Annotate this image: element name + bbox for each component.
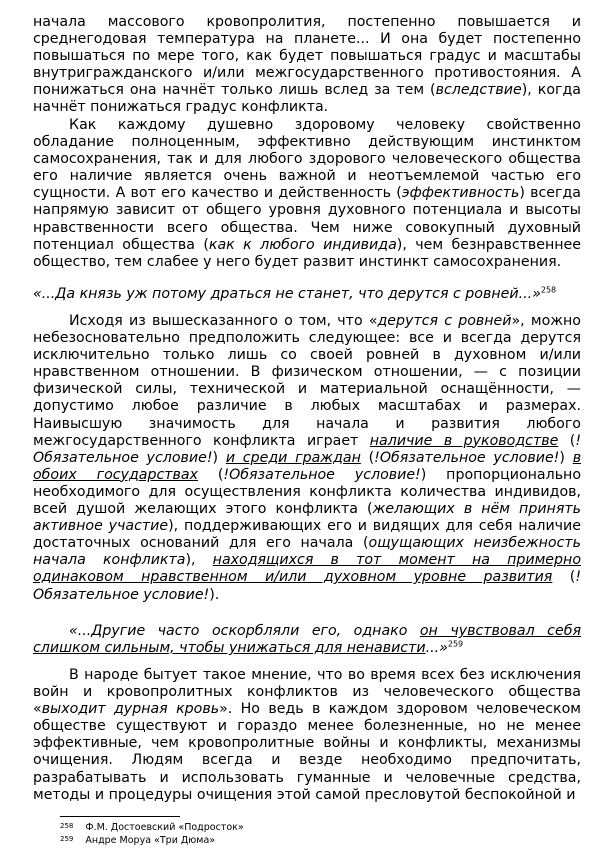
footnote-text: Ф.М. Достоевский «Подросток» [85,822,244,833]
footnote-text: Андре Моруа «Три Дюма» [85,835,216,846]
text: ) пропорционально необходимого для осуществления конфликта количества индивидов, всей душой желающих этого конфликта ( [33,466,582,518]
text: ), поддерживающих его и видящих для себя наличие достаточных оснований для его начала ( [33,518,581,552]
text: ) [559,449,573,466]
footnote-258 [60,821,244,833]
emphasis: !Обязательное условие! [223,466,421,483]
quote-text: «...Другие часто оскорбляли его, однако [69,623,420,639]
emphasis: вследствие [435,82,522,99]
emphasis: !Обязательное условие! [33,432,581,466]
emphasis: ощущающих неизбежность начала конфликта [33,535,581,569]
quote-text: ...» [425,640,448,657]
emphasis: ! Обязательное условие! [33,569,581,603]
footnote-ref: 258 [540,285,557,295]
text: ) всегда напрямую зависит от общего уровня духовного потенциала и высоты нравственности всего общества. Чем ниже совокупный духовный потенциал общества ( [33,185,581,253]
text: ). [209,586,220,603]
text: Исходя из вышесказанного о том, что « [69,313,378,329]
footnote-separator [60,816,180,817]
paragraph-1 [33,14,581,117]
footnote-ref: 259 [447,639,464,649]
emphasis: выходит дурная кровь [41,701,220,718]
paragraph-4 [33,667,581,804]
text: начала массового кровопролития, постепенно повышается и среднегодовая температура на планете... И она будет постепенно повышаться по мере того, как будет повышаться градус и масштабы внутригражданского и/или межгосударственного противостояния. А понижаться она начнёт только лишь вслед за тем ( [33,14,581,99]
emphasis: !Обязательное условие! [374,449,560,466]
emphasis: эффективность [401,185,520,202]
text: », можно небезосновательно предположить следующее: все и всегда дерутся исключительно только лишь со своей ровней в духовном и/или нравственном отношении. В физическом отношении, — с позиции физической силы, технической и материальной оснащённости, — допустимо любое различие в любых масштабах и размерах. Наивысшую значимость для начала и развития любого межгосударственного конфликта играет [33,313,581,449]
footnote-259 [60,834,215,846]
paragraph-3 [33,313,581,604]
emphasis: желающих в нём принять активное участие [33,501,581,535]
epigraph-quote-2 [33,623,581,657]
text: Как каждому душевно здоровому человеку свойственно обладание полноценным, эффективно действующим инстинктом самосохранения, так и для любого здорового человеческого общества его наличие является очень важной и неотъемлемой частью его сущности. А вот его качество и действенность ( [33,117,581,202]
emphasis: дерутся с ровней [377,313,512,329]
text: В народе бытует такое мнение, что во время всех без исключения войн и кровопролитных конфликтов из человеческого общества « [33,667,581,718]
text: ), когда начнёт понижаться градус конфликта. [33,82,581,116]
text: ( [558,432,576,449]
footnote-number: 258 [60,822,74,830]
quote-text: «...Да князь уж потому драться не станет, что дерутся с ровней...» [33,286,541,302]
text: ( [552,569,576,586]
text: ». Но ведь в каждом здоровом человеческом обществе существуют и гораздо менее болезненные, но не менее эффективные, чем кровопролитные войны и конфликты, механизмы очищения. Людям всегда и везде необходимо предпочитать, разрабатывать и использовать гуманные и человечные средства, методы и процедуры очищения этой самой пресловутой беспокойной и [33,701,582,803]
emphasis: как к любого индивида [208,236,397,253]
text: ), чем безнравственнее общество, тем слабее у него будет развит инстинкт самосохранения. [33,236,582,270]
paragraph-2 [33,117,581,271]
text: ( [360,449,375,466]
underlined-emphasis: в обоих государствах [33,449,582,483]
underlined-emphasis: находящихся в тот момент на примерно одинаковом нравственном и/или духовном уровне развития [33,552,581,586]
underlined-emphasis: и среди граждан [225,449,361,466]
text: ), [185,552,213,569]
text: ) [212,449,226,466]
underlined-emphasis: наличие в руководстве [369,432,559,449]
epigraph-quote-1 [33,286,581,303]
text: ( [197,466,224,483]
footnote-number: 259 [60,835,74,843]
underlined-quote: он чувствовал себя слишком сильным, чтобы унижаться для ненависти [33,623,581,657]
